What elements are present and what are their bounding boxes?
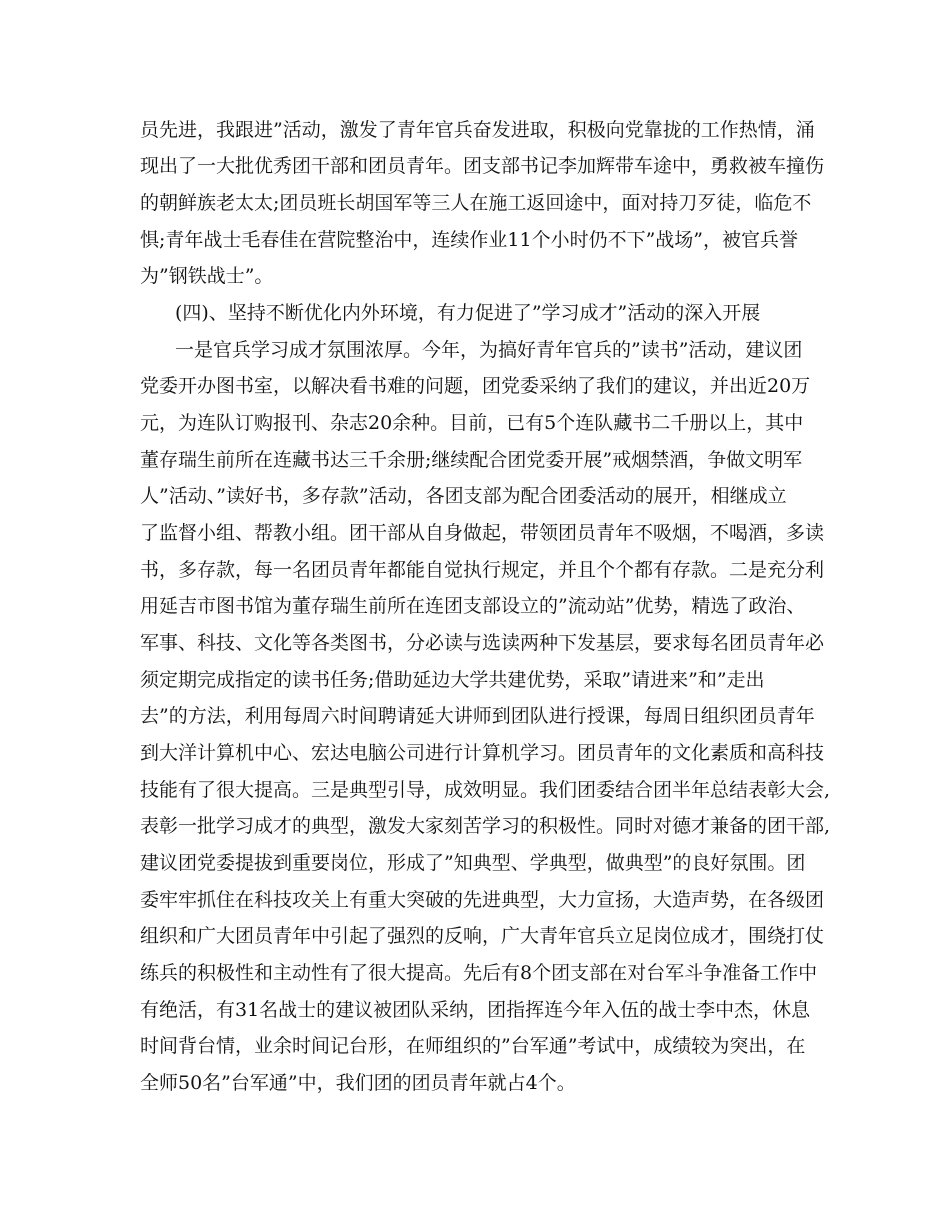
text-line: 用延吉市图书馆为董存瑞生前所在连团支部设立的”流动站”优势，精选了政治、 [140, 595, 806, 617]
text-line: 了监督小组、帮教小组。团干部从自身做起，带领团员青年不吸烟，不喝酒，多读 [140, 522, 825, 544]
text-line: 全师50名”台军通”中，我们团的团员青年就占4个。 [140, 1072, 576, 1094]
text-line: 员先进，我跟进”活动，激发了青年官兵奋发进取，积极向党靠拢的工作热情，涌 [140, 119, 815, 141]
text-line: 须定期完成指定的读书任务;借助延边大学共建优势，采取”请进来”和”走出 [140, 669, 765, 691]
text-line: 有绝活，有31名战士的建议被团队采纳，团指挥连今年入伍的战士李中杰，休息 [140, 999, 811, 1021]
text-line: 董存瑞生前所在连藏书达三千余册;继续配合团党委开展”戒烟禁酒，争做文明军 [140, 449, 803, 471]
text-line: 到大洋计算机中心、宏达电脑公司进行计算机学习。团员青年的文化素质和高科技 [140, 742, 825, 764]
text-line: 组织和广大团员青年中引起了强烈的反响，广大青年官兵立足岗位成才，围绕打仗 [140, 925, 825, 947]
paragraph-start-line: 一是官兵学习成才氛围浓厚。今年，为搞好青年官兵的”读书”活动，建议团 [175, 339, 803, 361]
text-line: 元，为连队订购报刊、杂志20余种。目前，已有5个连队藏书二千册以上，其中 [140, 412, 804, 434]
text-line: 军事、科技、文化等各类图书，分必读与选读两种下发基层，要求每名团员青年必 [140, 632, 825, 654]
text-line: 书，多存款，每一名团员青年都能自觉执行规定，并且个个都有存款。二是充分利 [140, 559, 825, 581]
text-line: 时间背台情，业余时间记台形，在师组织的”台军通”考试中，成绩较为突出，在 [140, 1035, 806, 1057]
text-line: 技能有了很大提高。三是典型引导，成效明显。我们团委结合团半年总结表彰大会, [140, 779, 831, 801]
text-line: 表彰一批学习成才的典型，激发大家刻苦学习的积极性。同时对德才兼备的团干部, [140, 815, 831, 837]
text-line: 练兵的积极性和主动性有了很大提高。先后有8个团支部在对台军斗争准备工作中 [140, 962, 818, 984]
text-line: 人”活动、”读好书，多存款”活动，各团支部为配合团委活动的展开，相继成立 [140, 485, 787, 507]
text-line: 委牢牢抓住在科技攻关上有重大突破的先进典型，大力宣扬，大造声势，在各级团 [140, 889, 825, 911]
text-line: 党委开办图书室，以解决看书难的问题，团党委采纳了我们的建议，并出近20万 [140, 375, 811, 397]
text-line: 的朝鲜族老太太;团员班长胡国军等三人在施工返回途中，面对持刀歹徒，临危不 [140, 192, 812, 214]
text-line: 为”钢铁战士”。 [140, 265, 274, 287]
section-heading: (四)、坚持不断优化内外环境，有力促进了”学习成才”活动的深入开展 [175, 302, 761, 324]
text-line: 去”的方法，利用每周六时间聘请延大讲师到团队进行授课，每周日组织团员青年 [140, 705, 815, 727]
text-line: 建议团党委提拔到重要岗位，形成了”知典型、学典型，做典型”的良好氛围。团 [140, 852, 806, 874]
text-line: 现出了一大批优秀团干部和团员青年。团支部书记李加辉带车途中，勇救被车撞伤 [140, 155, 825, 177]
text-line: 惧;青年战士毛春佳在营院整治中，连续作业11个小时仍不下”战场”，被官兵誉 [140, 229, 799, 251]
